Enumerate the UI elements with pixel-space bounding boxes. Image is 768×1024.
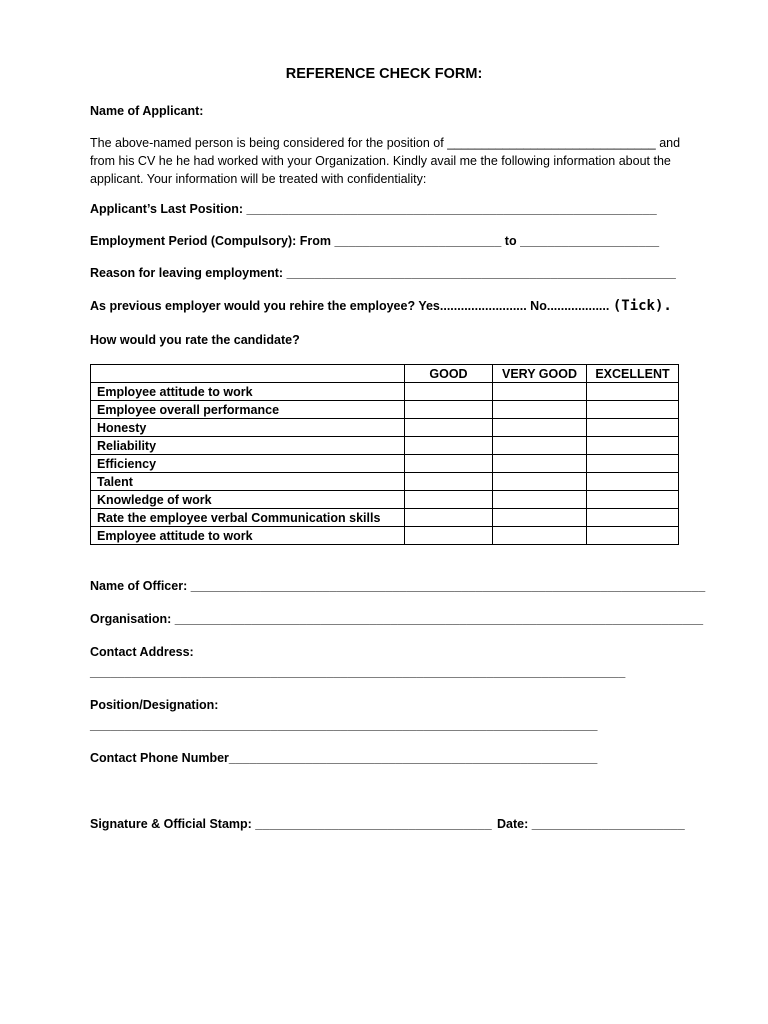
good-cell[interactable] — [405, 401, 493, 419]
good-cell[interactable] — [405, 383, 493, 401]
last-position-field[interactable]: Applicant’s Last Position: ___________________________________________________________ — [90, 202, 657, 216]
excellent-cell[interactable] — [587, 437, 679, 455]
criterion-label: Employee attitude to work — [91, 527, 405, 545]
very-good-cell[interactable] — [493, 455, 587, 473]
criterion-label: Employee attitude to work — [91, 383, 405, 401]
very-good-cell[interactable] — [493, 419, 587, 437]
very-good-cell[interactable] — [493, 509, 587, 527]
rehire-question[interactable]: As previous employer would you rehire the employee? Yes......................... No.................. — [90, 299, 610, 313]
criterion-label: Talent — [91, 473, 405, 491]
organisation-field[interactable]: Organisation: ____________________________________________________________________________ — [90, 612, 704, 626]
criterion-label: Reliability — [91, 437, 405, 455]
excellent-cell[interactable] — [587, 527, 679, 545]
very-good-cell[interactable] — [493, 491, 587, 509]
excellent-cell[interactable] — [587, 401, 679, 419]
table-row — [91, 455, 679, 473]
very-good-cell[interactable] — [493, 473, 587, 491]
position-blank[interactable]: ______________________________ — [447, 136, 656, 150]
employment-period-from-field[interactable]: Employment Period (Compulsory): From ________________________ — [90, 234, 502, 248]
excellent-cell[interactable] — [587, 455, 679, 473]
contact-phone-field[interactable]: Contact Phone Number_____________________________________________________ — [90, 751, 598, 765]
position-designation-field[interactable]: _________________________________________________________________________ — [90, 718, 598, 732]
header-very-good: VERY GOOD — [493, 365, 587, 383]
table-row — [91, 419, 679, 437]
contact-address-field[interactable]: _____________________________________________________________________________ — [90, 665, 626, 679]
header-excellent: EXCELLENT — [587, 365, 679, 383]
intro-text-after: and from his CV he he had worked with your Organization. Kindly avail me the following information about the applicant. Your information will be treated with confidentiality: — [90, 136, 681, 186]
good-cell[interactable] — [405, 527, 493, 545]
header-good: GOOD — [405, 365, 493, 383]
table-row — [91, 509, 679, 527]
contact-address-label: Contact Address: — [90, 645, 194, 659]
intro-paragraph — [90, 134, 682, 188]
date-field[interactable]: Date: ______________________ — [497, 817, 685, 831]
rehire-row — [90, 298, 672, 314]
good-cell[interactable] — [405, 455, 493, 473]
form-title: REFERENCE CHECK FORM: — [285, 66, 483, 82]
good-cell[interactable] — [405, 419, 493, 437]
header-criteria — [91, 365, 405, 383]
signature-stamp-field[interactable]: Signature & Official Stamp: __________________________________ — [90, 817, 492, 831]
position-designation-label: Position/Designation: — [90, 698, 219, 712]
very-good-cell[interactable] — [493, 401, 587, 419]
criterion-label: Efficiency — [91, 455, 405, 473]
name-of-officer-field[interactable]: Name of Officer: __________________________________________________________________________ — [90, 579, 706, 593]
name-of-applicant-label: Name of Applicant: — [90, 104, 204, 118]
criterion-label: Honesty — [91, 419, 405, 437]
table-row — [91, 383, 679, 401]
excellent-cell[interactable] — [587, 383, 679, 401]
table-row — [91, 527, 679, 545]
rate-question: How would you rate the candidate? — [90, 333, 300, 347]
very-good-cell[interactable] — [493, 437, 587, 455]
good-cell[interactable] — [405, 491, 493, 509]
good-cell[interactable] — [405, 437, 493, 455]
good-cell[interactable] — [405, 509, 493, 527]
criterion-label: Knowledge of work — [91, 491, 405, 509]
good-cell[interactable] — [405, 473, 493, 491]
intro-text-before: The above-named person is being considered for the position of — [90, 136, 444, 150]
reason-leaving-field[interactable]: Reason for leaving employment: ________________________________________________________ — [90, 266, 676, 280]
excellent-cell[interactable] — [587, 419, 679, 437]
table-row — [91, 491, 679, 509]
table-row — [91, 401, 679, 419]
criterion-label: Rate the employee verbal Communication skills — [91, 509, 405, 527]
excellent-cell[interactable] — [587, 491, 679, 509]
rehire-tick-note: (Tick). — [612, 298, 672, 314]
excellent-cell[interactable] — [587, 509, 679, 527]
table-row — [91, 473, 679, 491]
very-good-cell[interactable] — [493, 383, 587, 401]
criterion-label: Employee overall performance — [91, 401, 405, 419]
ratings-header-row — [91, 365, 679, 383]
very-good-cell[interactable] — [493, 527, 587, 545]
employment-period-to-field[interactable]: to ____________________ — [504, 234, 660, 248]
employment-period-row — [90, 234, 659, 248]
excellent-cell[interactable] — [587, 473, 679, 491]
table-row — [91, 437, 679, 455]
ratings-table — [90, 364, 679, 545]
